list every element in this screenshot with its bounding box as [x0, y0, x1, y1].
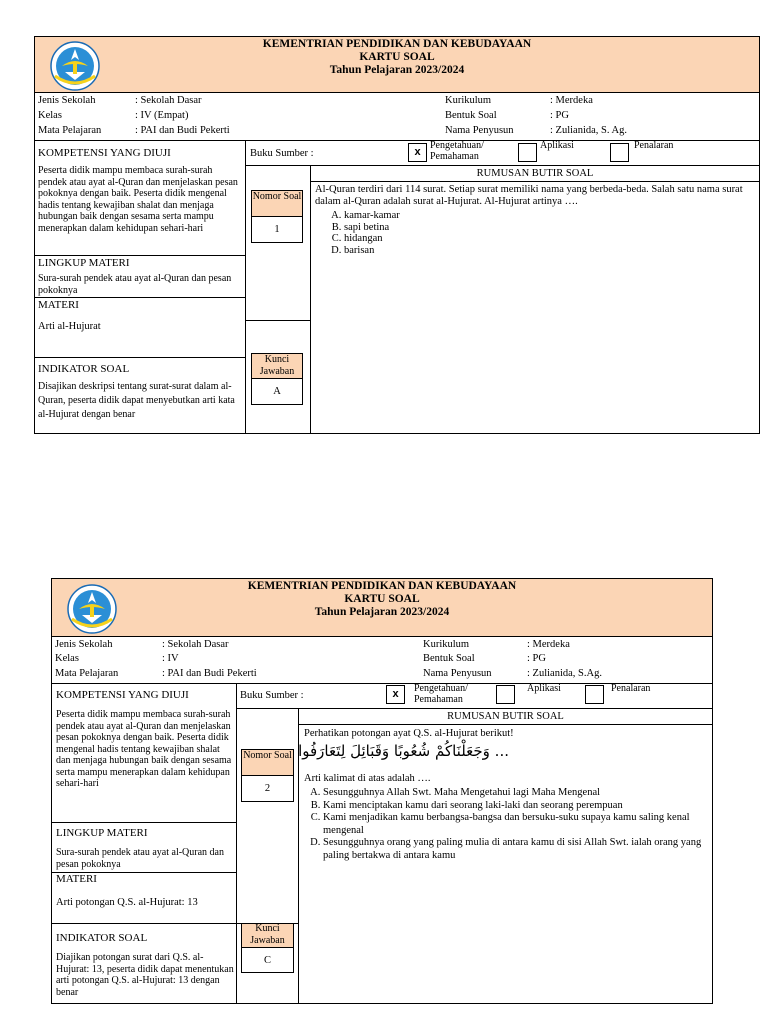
nama-penyusun-value: : Zulianida, S.Ag.: [527, 668, 602, 679]
arabic-verse: ... وَجَعَلْنَاكُمْ شُعُوبًا وَقَبَائِلَ لِتَعَارَفُوا: [298, 742, 509, 760]
indikator-soal-text: Disajikan deskripsi tentang surat-surat dalam al-Quran, peserta didik dapat menyebutkan arti kata al-Hujurat dengan benar: [38, 381, 235, 420]
materi-title: MATERI: [56, 873, 97, 885]
kunci-jawaban-label: Kunci Jawaban: [250, 923, 285, 946]
kunci-jawaban-label: Kunci Jawaban: [259, 354, 295, 377]
kunci-jawaban-value: C: [263, 955, 271, 966]
kunci-jawaban-value: A: [273, 386, 281, 397]
mata-pelajaran-value: : PAI dan Budi Pekerti: [135, 125, 230, 136]
penalaran-checkbox[interactable]: [610, 143, 629, 162]
kelas-label: Kelas: [38, 110, 62, 121]
header-line-1: KEMENTRIAN PENDIDIKAN DAN KEBUDAYAAN: [262, 38, 532, 50]
mata-pelajaran-value: : PAI dan Budi Pekerti: [162, 668, 257, 679]
option-c: C. hidangan: [344, 233, 400, 245]
header-line-2: KARTU SOAL: [344, 593, 420, 605]
kompetensi-text: Peserta didik mampu membaca surah-surah pendek atau ayat al-Quran dan menjelaskan pesan pokoknya dengan baik. Peserta didik mengenal hadis tentang kewajiban shalat dan menjaga hubungan baik dengan sesama serta mampu menerapkan dalam kehidupan sehari-hari: [38, 165, 238, 234]
option-c: C. Kami menjadikan kamu berbangsa-bangsa dan bersuku-suku supaya kamu saling kenal mengenal: [323, 812, 719, 837]
rumusan-butir-soal-title: RUMUSAN BUTIR SOAL: [447, 711, 564, 722]
mata-pelajaran-label: Mata Pelajaran: [55, 668, 119, 679]
nomor-soal-value: 1: [274, 224, 280, 235]
bentuk-soal-label: Bentuk Soal: [445, 110, 497, 121]
lingkup-materi-text: Sura-surah pendek atau ayat al-Quran dan pesan pokoknya: [38, 273, 232, 296]
kartu-soal-1: [34, 36, 760, 434]
rumusan-divider: [298, 724, 713, 725]
question-text: Al-Quran terdiri dari 114 surat. Setiap surat memiliki nama yang berbeda-beda. Salah satu nama surat dalam al-Quran adalah surat al-Hujurat. Al-Hujurat artinya ….: [315, 184, 743, 207]
question-text: Arti kalimat di atas adalah ….: [304, 773, 431, 784]
penalaran-label: Penalaran: [611, 683, 651, 694]
option-a: A. kamar-kamar: [344, 210, 400, 222]
card-header: [51, 578, 713, 637]
kurikulum-value: : Merdeka: [527, 639, 570, 650]
pengetahuan-label: Pengetahuan/ Pemahaman: [430, 140, 484, 162]
aplikasi-checkbox[interactable]: [496, 685, 515, 704]
rumusan-butir-soal-title: RUMUSAN BUTIR SOAL: [476, 168, 594, 179]
header-line-2: KARTU SOAL: [359, 51, 435, 63]
kompetensi-text: Peserta didik mampu membaca surah-surah pendek atau ayat al-Quran dan menjelaskan pesan pokoknya dengan baik. Peserta didik mengenal hadis tentang kewajiban shalat dan menjaga hubungan baik dengan sesama serta mampu menerapkan dalam kehidupan sehari-hari: [56, 709, 232, 789]
jenis-sekolah-label: Jenis Sekolah: [55, 639, 113, 650]
pengetahuan-label: Pengetahuan/ Pemahaman: [414, 683, 468, 705]
bentuk-soal-label: Bentuk Soal: [423, 653, 475, 664]
nomor-soal-label: Nomor Soal: [252, 191, 302, 202]
aplikasi-label: Aplikasi: [527, 683, 561, 694]
kompetensi-title: KOMPETENSI YANG DIUJI: [56, 689, 189, 701]
penalaran-checkbox[interactable]: [585, 685, 604, 704]
card-header: [34, 36, 760, 93]
materi-title: MATERI: [38, 299, 79, 311]
buku-sumber-label: Buku Sumber :: [240, 690, 304, 701]
top-row-divider: [245, 165, 760, 166]
indikator-divider: [34, 357, 245, 358]
aplikasi-checkbox[interactable]: [518, 143, 537, 162]
kelas-value: : IV (Empat): [135, 110, 189, 121]
indikator-soal-title: INDIKATOR SOAL: [56, 932, 148, 944]
header-line-1: KEMENTRIAN PENDIDIKAN DAN KEBUDAYAAN: [247, 580, 517, 592]
kurikulum-label: Kurikulum: [445, 95, 492, 106]
option-a: A. Sesungguhnya Allah Swt. Maha Mengetahui lagi Maha Mengenal: [323, 787, 719, 800]
kelas-label: Kelas: [55, 653, 79, 664]
rumusan-divider: [310, 181, 760, 182]
mata-pelajaran-label: Mata Pelajaran: [38, 125, 102, 136]
indikator-divider: [51, 923, 236, 924]
lingkup-divider: [51, 822, 236, 823]
lingkup-materi-text: Sura-surah pendek atau ayat al-Quran dan pesan pokoknya: [56, 847, 224, 870]
info-section: [51, 636, 713, 684]
answer-options: [299, 787, 719, 862]
left-column-divider: [236, 683, 237, 1004]
kelas-value: : IV: [162, 653, 179, 664]
option-d: D. Sesungguhnya orang yang paling mulia di antara kamu di sisi Allah Swt. ialah orang yang paling bertakwa di antara kamu: [323, 837, 719, 862]
buku-sumber-label: Buku Sumber :: [250, 148, 314, 159]
jenis-sekolah-value: : Sekolah Dasar: [162, 639, 229, 650]
header-line-3: Tahun Pelajaran 2023/2024: [314, 606, 450, 618]
nomor-soal-value: 2: [264, 783, 271, 794]
kompetensi-title: KOMPETENSI YANG DIUJI: [38, 147, 171, 159]
pengetahuan-checkbox[interactable]: x: [408, 143, 427, 162]
aplikasi-label: Aplikasi: [540, 140, 574, 151]
penalaran-label: Penalaran: [634, 140, 674, 151]
left-column-divider: [245, 140, 246, 434]
kurikulum-label: Kurikulum: [423, 639, 470, 650]
answer-options: [322, 210, 400, 256]
option-b: B. sapi betina: [344, 222, 400, 234]
kurikulum-value: : Merdeka: [550, 95, 593, 106]
nomor-soal-label: Nomor Soal: [243, 750, 292, 761]
lingkup-divider: [34, 255, 245, 256]
number-column-divider: [310, 165, 311, 434]
header-line-3: Tahun Pelajaran 2023/2024: [329, 64, 465, 76]
lingkup-materi-title: LINGKUP MATERI: [38, 257, 130, 269]
materi-text: Arti al-Hujurat: [38, 321, 101, 332]
jenis-sekolah-label: Jenis Sekolah: [38, 95, 96, 106]
nama-penyusun-value: : Zulianida, S. Ag.: [550, 125, 627, 136]
option-d: D. barisan: [344, 245, 400, 257]
question-intro: Perhatikan potongan ayat Q.S. al-Hujurat berikut!: [304, 728, 514, 739]
materi-text: Arti potongan Q.S. al-Hujurat: 13: [56, 897, 198, 908]
indikator-soal-title: INDIKATOR SOAL: [38, 363, 130, 375]
nama-penyusun-label: Nama Penyusun: [445, 125, 514, 136]
pengetahuan-checkbox[interactable]: x: [386, 685, 405, 704]
top-row-divider: [236, 708, 713, 709]
bentuk-soal-value: : PG: [527, 653, 546, 664]
nama-penyusun-label: Nama Penyusun: [423, 668, 492, 679]
materi-divider: [34, 297, 245, 298]
kartu-soal-2: [51, 578, 713, 1004]
option-b: B. Kami menciptakan kamu dari seorang laki-laki dan seorang perempuan: [323, 800, 719, 813]
jenis-sekolah-value: : Sekolah Dasar: [135, 95, 202, 106]
bentuk-soal-value: : PG: [550, 110, 569, 121]
lingkup-materi-title: LINGKUP MATERI: [56, 827, 148, 839]
kunci-divider: [245, 320, 310, 321]
indikator-soal-text: Diajikan potongan surat dari Q.S. al-Hujurat: 13, peserta didik dapat menentukan arti potongan Q.S. al-Hujurat: 13 dengan benar: [56, 952, 234, 998]
